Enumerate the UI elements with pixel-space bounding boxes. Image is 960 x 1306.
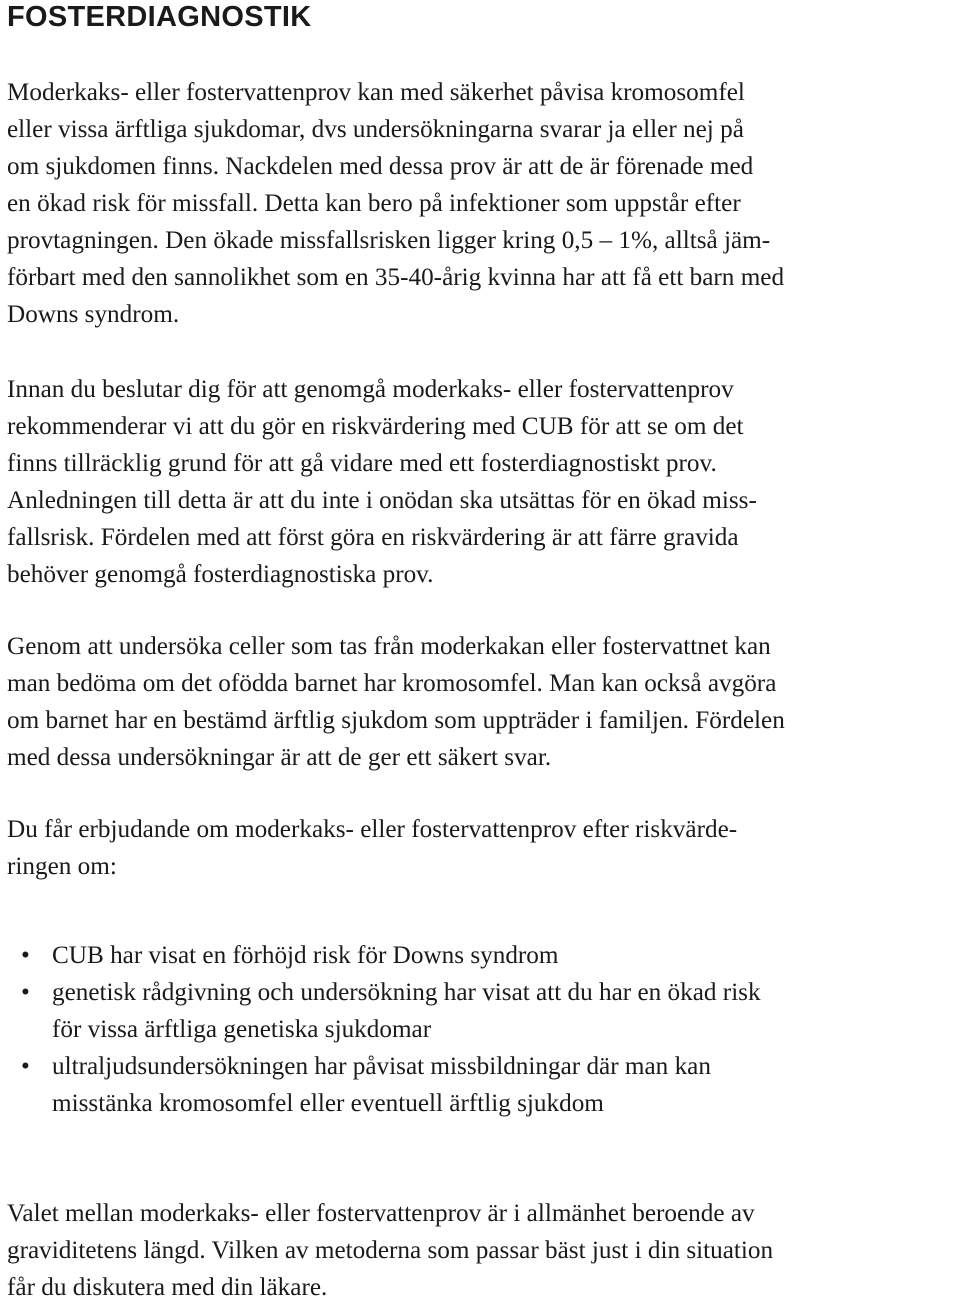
offer-conditions-list xyxy=(7,937,957,1122)
bullet-icon: • xyxy=(21,942,30,969)
bullet-icon: • xyxy=(21,979,30,1006)
text-line: förbart med den sannolikhet som en 35-40-årig kvinna har att få ett barn med xyxy=(7,264,785,291)
paragraph-cell-examination xyxy=(7,628,957,776)
paragraph-cub-recommendation xyxy=(7,371,957,593)
text-line: Du får erbjudande om moderkaks- eller fostervattenprov efter riskvärde- xyxy=(7,816,738,843)
text-line: ultraljudsundersökningen har påvisat missbildningar där man kan xyxy=(52,1053,711,1080)
text-line: för vissa ärftliga genetiska sjukdomar xyxy=(52,1016,432,1043)
text-line: om sjukdomen finns. Nackdelen med dessa prov är att de är förenade med xyxy=(7,153,754,180)
text-line: eller vissa ärftliga sjukdomar, dvs undersökningarna svarar ja eller nej på xyxy=(7,116,744,143)
paragraph-closing xyxy=(7,1195,957,1306)
text-line: rekommenderar vi att du gör en riskvärdering med CUB för att se om det xyxy=(7,413,744,440)
paragraph-offer-intro xyxy=(7,811,957,885)
document-page xyxy=(7,0,957,1306)
list-item xyxy=(7,937,957,974)
page-title: FOSTERDIAGNOSTIK xyxy=(7,1,312,33)
bullet-icon: • xyxy=(21,1053,30,1080)
text-line: graviditetens längd. Vilken av metoderna som passar bäst just i din situation xyxy=(7,1237,774,1264)
text-line: fallsrisk. Fördelen med att först göra en riskvärdering är att färre gravida xyxy=(7,524,739,551)
text-line: Downs syndrom. xyxy=(7,301,180,328)
text-line: med dessa undersökningar är att de ger ett säkert svar. xyxy=(7,744,552,771)
text-line: CUB har visat en förhöjd risk för Downs syndrom xyxy=(52,942,559,969)
text-line: om barnet har en bestämd ärftlig sjukdom som uppträder i familjen. Fördelen xyxy=(7,707,785,734)
text-line: finns tillräcklig grund för att gå vidare med ett fosterdiagnostiskt prov. xyxy=(7,450,717,477)
text-line: provtagningen. Den ökade missfallsrisken ligger kring 0,5 – 1%, alltså jäm- xyxy=(7,227,771,254)
text-line: Valet mellan moderkaks- eller fostervattenprov är i allmänhet beroende av xyxy=(7,1200,755,1227)
text-line: ringen om: xyxy=(7,853,117,880)
text-line: behöver genomgå fosterdiagnostiska prov. xyxy=(7,561,434,588)
text-line: en ökad risk för missfall. Detta kan bero på infektioner som uppstår efter xyxy=(7,190,741,217)
text-line: man bedöma om det ofödda barnet har kromosomfel. Man kan också avgöra xyxy=(7,670,777,697)
text-line: Anledningen till detta är att du inte i onödan ska utsättas för en ökad miss- xyxy=(7,487,757,514)
text-line: Innan du beslutar dig för att genomgå moderkaks- eller fostervattenprov xyxy=(7,376,734,403)
text-line: Genom att undersöka celler som tas från moderkakan eller fostervattnet kan xyxy=(7,633,771,660)
paragraph-risk-info xyxy=(7,74,957,333)
list-item xyxy=(7,974,957,1048)
list-item xyxy=(7,1048,957,1122)
text-line: genetisk rådgivning och undersökning har visat att du har en ökad risk xyxy=(52,979,761,1006)
text-line: Moderkaks- eller fostervattenprov kan med säkerhet påvisa kromosomfel xyxy=(7,79,745,106)
text-line: misstänka kromosomfel eller eventuell ärftlig sjukdom xyxy=(52,1090,604,1117)
text-line: får du diskutera med din läkare. xyxy=(7,1274,328,1301)
